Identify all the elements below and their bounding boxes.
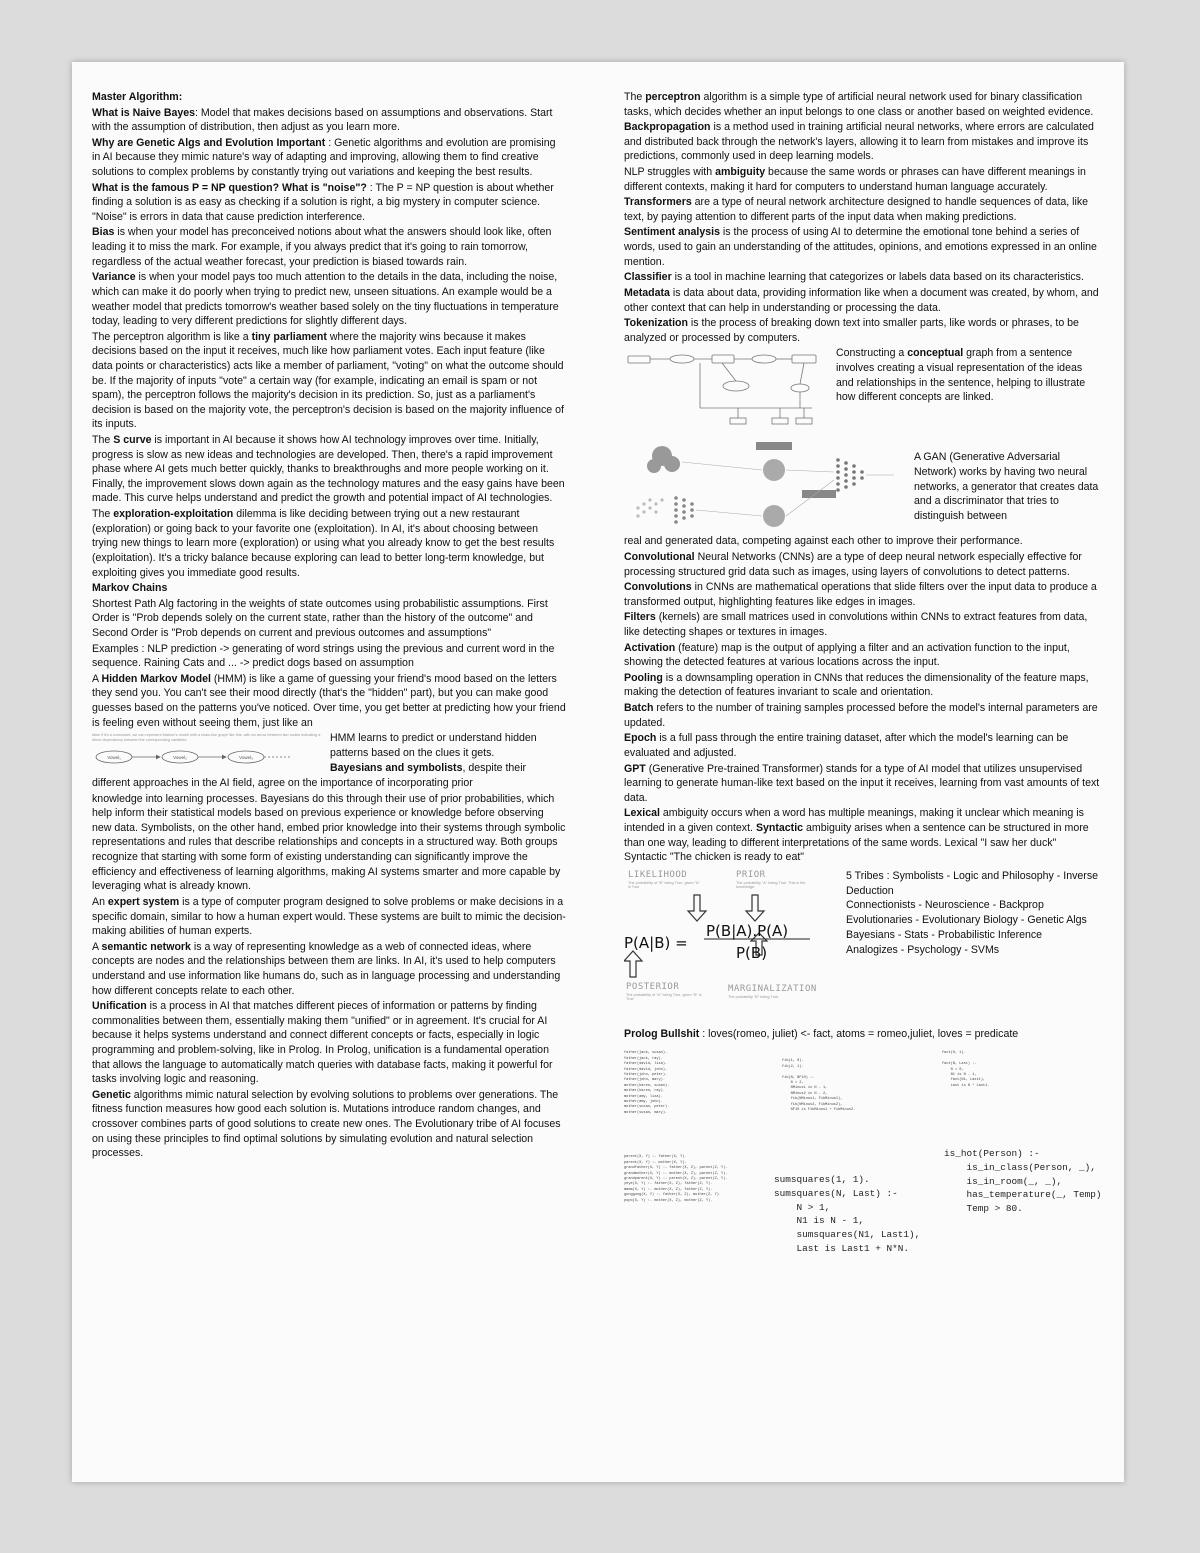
prolog-fib-code: fib(1, 0). fib(2, 1). fib(N, NF10) :- N > 2, NMinus1 is N - 1, NMinus2 is N - 2, fib(NMinus1, FibMinus1), fib(NMinus2, FibMinus2), NF10 is FibMinus1 + FibMinus2. [782,1059,856,1112]
bayes-formula-figure [624,869,840,1017]
conceptual-para: Constructing a conceptual graph from a sentence involves creating a visual representation of the ideas and relationships in the sentence, helping to illustrate how different concepts are linked. [836,347,1086,404]
gan-fake-image [763,505,785,527]
examples-para: Examples : NLP prediction -> generating of word strings using the previous and current word in the sequence. Raining Cats and ... -> predict dogs based on assumption [92,642,555,670]
tribe-item: Connectionists - Neuroscience - Backprop [846,899,1044,912]
page-title: Master Algorithm: [92,91,183,103]
gan-label-box [756,442,792,450]
prolog-heading: Prolog Bullshit : loves(romeo, juliet) <- fact, atoms = romeo,juliet, loves = predicate [624,1027,1019,1040]
filters-para: Filters (kernels) are small matrices used in convolutions within CNNs to extract features from data, like detecting shapes or textures in images. [624,611,1088,639]
markov-para: Shortest Path Alg factoring in the weights of state outcomes using probabilistic assumptions. First Order is "Prob depends solely on the current state, rather than the history of the outcome" and Second Order is "Prob depends on current and previous outcomes and assumptions" [92,597,548,639]
markov-chain-diagram [92,742,324,772]
markov-heading: Markov Chains [92,582,168,595]
genetic2-para: Genetic algorithms mimic natural selection by evolving solutions to problems over generations. The fitness function measures how good each solution is. Mutations introduce random changes, and crossover combines parts of good solutions to create new ones. The Evolutionary tribe of AI focuses on using these principles to find optimal solutions by simulating evolution and natural selection processes. [92,1088,561,1160]
marginalization-label: MARGINALIZATION [728,983,817,994]
explore-para: The exploration-exploitation dilemma is like deciding between trying out a new restaurant (exploration) or going back to your favorite one (exploitation). In AI, it's about choosing between trying new things to learn more (exploration) or using what you already know to get the best results (exploitation). It's a tricky balance because exploring can lead to better long-term knowledge, but exploiting gives you immediate good results. [92,508,555,579]
bias-para: Bias is when your model has preconceived notions about what the answers should look like, often leading it to miss the mark. For example, if you always predict that it's going to rain tomorrow, regardless of the actual weather forecast, your prediction is biased towards rain. [92,226,552,268]
conceptual-graph-figure [624,348,830,430]
perceptron-para: The perceptron algorithm is a simple type of artificial neural network used for binary classification tasks, which decides whether an input belongs to one class or another based on weighted evidence. [624,91,1094,118]
lexical-para: Lexical ambiguity occurs when a word has multiple meanings, making it unclear which meaning is intended in a given context. Syntactic ambiguity arises when a sentence can be structured in more than one way, leading to different interpretations of the same words. Lexical "I saw her duck" Syntactic "The chicken is ready to eat" [624,807,1089,864]
likelihood-sub: The probability of "B" being True, given "A" is True [628,880,700,890]
classifier-para: Classifier is a tool in machine learning that categorizes or labels data based on its characteristics. [624,271,1084,284]
prior-label: PRIOR [736,869,766,880]
tokenization-para: Tokenization is the process of breaking down text into smaller parts, like words or phrases, to be analyzed or processed by computers. [624,317,1079,344]
gan-rest-text: real and generated data, competing against each other to improve their performance. [624,535,1023,548]
batch-para: Batch refers to the number of training samples processed before the model's internal parameters are updated. [624,702,1098,729]
prolog-is-hot-code: is_hot(Person) :- is_in_class(Person, _), is_in_room(_, _), has_temperature(_, Temp) Temp > 80. [944,1148,1102,1214]
naive-bayes-para: What is Naive Bayes: Model that makes decisions based on assumptions and observations. Start with the assumption of distribution, then adjust as you learn more. [92,106,553,134]
unification-para: Unification is a process in AI that matches different pieces of information or patterns by finding commonalities between them, essentially making them "unified" or in agreement. It's crucial for AI because it helps systems understand and connect different concepts or facts, especially in logic programming and problem-solving, like in Prolog. In Prolog, unification is a fundamental operation that allows the language to automatically match queries with database facts, making it powerful for tasks involving logic and reasoning. [92,1000,553,1086]
bayesians-float-text: Bayesians and symbolists, despite their different approaches in the AI field, agree on the importance of incorporating prior [92,762,527,790]
tribe-item: Bayesians - Stats - Probabilistic Inference [846,929,1043,942]
markov-node-3-label: Vowel₃ [239,755,253,761]
conceptual-graph-diagram [624,348,830,430]
metadata-para: Metadata is data about data, providing information like when a document was created, by whom, and other context that can help in understanding or processing the data. [624,286,1099,314]
prolog-code-section [624,1051,1100,1301]
conceptual-graph-section [624,346,1100,432]
gan-figure [624,440,908,532]
posterior-sub: The probability of "A" being True, given "B" is True [626,992,702,1002]
scurve-para: The S curve is important in AI because it shows how AI technology improves over time. Initially, progress is slow as new ideas and technologies are developed. Then, there's a rapid improvement phase where AI gets much better quickly, thanks to breakthroughs and more people working on it. Finally, the improvement slows down again as the technology matures and the easy gains have been made. This curve helps understand and predict the growth and potential impact of AI technologies. [92,434,565,505]
markov-node-1-label: Vowel₁ [107,755,121,761]
gan-float-text: A GAN (Generative Adversarial Network) works by having two neural networks, a generator that creates data and a discriminator that tries to distinguish between [914,451,1099,522]
genetic-para: Why are Genetic Algs and Evolution Important : Genetic algorithms and evolution are promising in AI because they mimic nature's way of adapting and improving, allowing them to find creative solutions to complex problems by constantly trying out variations and keeping the best results. [92,136,556,179]
posterior-label: POSTERIOR [626,981,680,992]
tribe-item: 5 Tribes : Symbolists - Logic and Philosophy - Inverse Deduction [846,869,1099,897]
convolutions-para: Convolutions in CNNs are mathematical operations that slide filters over the input data to produce a transformed output, highlighting features like edges in images. [624,581,1097,608]
markov-figure-caption: false if it's a consonant, we can represent Markov's model with a chain-like graph like this, with an arrow between two nodes indicating a direct dependency between the corresponding variables: [92,733,321,742]
pooling-para: Pooling is a downsampling operation in CNNs that reduces the dimensionality of the feature maps, making the detection of features invariant to scale and orientation. [624,671,1089,699]
parliament-para: The perceptron algorithm is like a tiny parliament where the majority wins because it makes decisions based on the input it receives, much like how parliament votes. Each input feature (like data points or characteristics) acts like a member of parliament, "voting" on what the outcome should be. If the majority of inputs "vote" a certain way (for example, indicating an email is spam or not spam), the perceptron follows the majority's decision in its prediction. So, just as a parliament's decision is based on the majority vote, the perceptron's decision is based on the majority influence of its inputs. [92,330,564,431]
pnp-para: What is the famous P = NP question? What is "noise"? : The P = NP question is about whether finding a solution is as easy as checking if a solution is right, a big mystery in computer science. "Noise" is errors in data that cause prediction interference. [92,181,554,223]
bayes-lhs: P(A|B) = [624,933,688,952]
gan-real-image [763,459,785,481]
backprop-para: Backpropagation is a method used in training artificial neural networks, where errors are calculated and distributed back through the network's layers, allowing it to learn from mistakes and improve its predictions, commonly used in deep learning models. [624,121,1094,163]
bayes-denominator: P(B) [736,943,768,962]
right-column [624,90,1100,1301]
tribes-list [846,869,1100,958]
prolog-fact-code: fact(0, 1). fact(N, Last) :- N > 0, N1 is N - 1, fact(N1, Last1), Last is N * Last1. [942,1051,990,1088]
nlp-para: NLP struggles with ambiguity because the same words or phrases can have different meanings in different contexts, making it hard for computers to understand human language accurately. [624,166,1086,193]
bayesians-rest: knowledge into learning processes. Bayesians do this through their use of prior probabilities, which help inform their statistical models based on previous experience or knowledge before observing new data. Symbolists, on the other hand, embed prior knowledge into their systems through symbolic representations and rules that describe relationships and concepts in a structured way. Both groups recognize that starting with some form of existing understanding can significantly improve the efficiency and effectiveness of learning algorithms, making AI systems smarter and more capable by leveraging what is already known. [92,792,566,893]
markov-chain-figure [92,733,324,772]
prolog-sumsquares-code: sumsquares(1, 1). sumsquares(N, Last) :- N > 1, N1 is N - 1, sumsquares(N1, Last1), Last is Last1 + N*N. [774,1174,921,1254]
prior-sub: The probability "A" being True. This is the knowledge. [736,880,806,890]
sentiment-para: Sentiment analysis is the process of using AI to determine the emotional tone behind a series of words, used to gain an understanding of the attitudes, opinions, and emotions expressed in an online mention. [624,226,1097,268]
tribe-item: Analogizes - Psychology - SVMs [846,943,1000,956]
markov-float-section [92,731,566,791]
prolog-facts-code: father(jack, susan). father(jack, ray). father(david, liza). father(david, john). father(john, peter). father(john, mary). mother(karen, susan). mother(karen, ray). mother(amy, liza). mother(amy, john). mother(susan, peter). mother(susan, mary). [624,1051,670,1115]
prolog-rules-code: parent(X, Y) :- father(X, Y). parent(X, Y) :- mother(X, Y). grandfather(X, Y) :- father(X, Z), parent(Z, Y). grandmother(X, Y) :- mother(X, Z), parent(Z, Y). grandparent(X, Y) :- parent(X, Z), parent(Z, Y). yeye(X, Y) :- father(X, Z), father(Z, Y). mama(X, Y) :- mother(X, Z), father(Z, Y). gunggung(X, Y) :- father(X, Z), mother(Z, Y). popo(X, Y) :- mother(X, Z), mother(Z, Y). [624,1155,728,1203]
variance-para: Variance is when your model pays too much attention to the details in the data, including the noise, which can make it do poorly when trying to predict new, unseen situations. An example would be a weather model that predicts tomorrow's weather based solely on the tiny fluctuations in temperature today, leading to very different predictions for slightly different days. [92,271,559,328]
epoch-para: Epoch is a full pass through the entire training dataset, after which the model's learning can be evaluated and adjusted. [624,732,1069,759]
cheat-sheet-page [72,62,1124,1482]
activation-para: Activation (feature) map is the output of applying a filter and an activation function to the input, showing the detected features at various locations across the input. [624,641,1070,669]
likelihood-label: LIKELIHOOD [628,869,688,880]
gan-diagram [624,440,908,532]
left-column [92,90,566,1162]
bayes-section [624,869,1100,1017]
cnn-para: Convolutional Neural Networks (CNNs) are a type of deep neural network especially effective for processing structured grid data such as images, using layers of convolutions to detect patterns. [624,550,1082,578]
marginalization-sub: The probability "B" being True. [728,994,780,999]
bayes-numerator: P(B|A).P(A) [706,921,789,940]
tribe-item: Evolutionaries - Evolutionary Biology - Genetic Algs [846,914,1087,927]
hmm-float-text: HMM learns to predict or understand hidden patterns based on the clues it gets. [330,732,537,759]
transformers-para: Transformers are a type of neural network architecture designed to handle sequences of data, like text, by paying attention to different parts of the input data when making predictions. [624,196,1089,223]
hmm-para: A Hidden Markov Model (HMM) is like a game of guessing your friend's mood based on the letters they send you. You can't see their mood directly (that's the "hidden" part), but you can make good guesses based on the patterns you've noticed. Over time, you get better at predicting how your friend is feeling even without seeing them, just like an [92,672,566,729]
semantic-para: A semantic network is a way of representing knowledge as a web of connected ideas, where concepts are nodes and the relationships between them are links. In AI, it's used to help computers understand and use information like humans do, such as in language processing and understanding how different concepts relate to each other. [92,940,561,997]
markov-node-2-label: Vowel₂ [173,755,187,761]
expert-para: An expert system is a type of computer program designed to solve problems or make decisions in a specific domain, similar to how a human expert would. These systems are built to mimic the decision-making abilities of human experts. [92,895,566,938]
gpt-para: GPT (Generative Pre-trained Transformer) stands for a type of AI model that utilizes unsupervised learning to generate human-like text based on the input it receives, learning from vast amounts of text data. [624,762,1100,804]
gan-section [624,438,1100,534]
